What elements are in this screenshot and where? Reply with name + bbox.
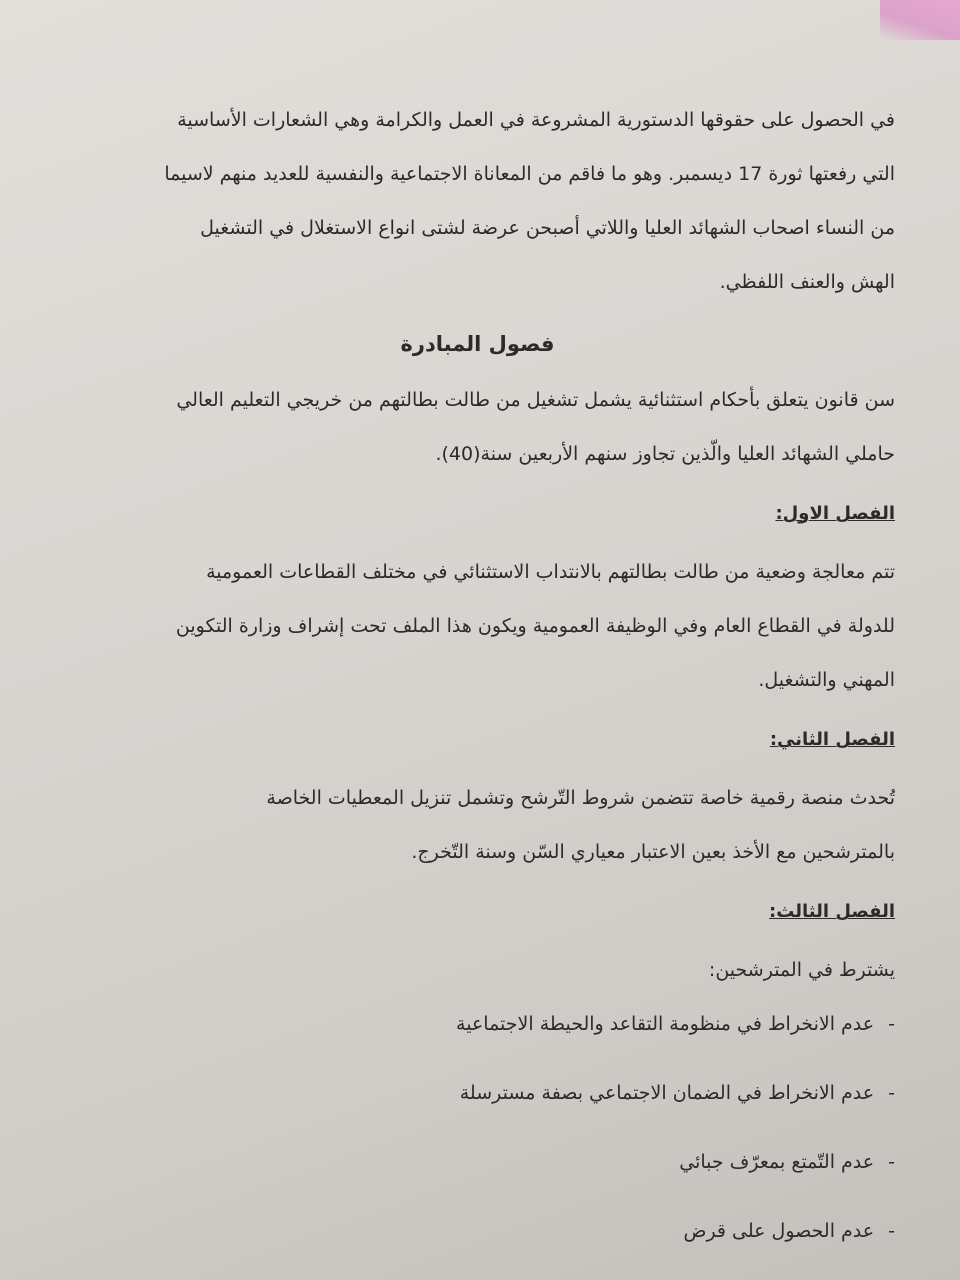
list-item	[100, 1073, 895, 1142]
conditions-list	[100, 1004, 895, 1280]
chapter-2-paragraph	[100, 778, 895, 886]
section-title: فصول المبادرة	[400, 332, 555, 356]
text-line: في الحصول على حقوقها الدستورية المشروعة في العمل والكرامة وهي الشعارات الأساسية	[177, 109, 895, 131]
document-body	[100, 96, 895, 1280]
chapter-2-heading: الفصل الثاني:	[769, 729, 895, 750]
text-line: المهني والتشغيل.	[758, 669, 895, 691]
text-line: حاملي الشهائد العليا والّذين تجاوز سنهم الأربعين سنة(40).	[435, 443, 895, 465]
bullet-marker: -	[888, 1220, 895, 1242]
bullet-marker: -	[888, 1082, 895, 1104]
list-item-text: عدم الحصول على قرض	[683, 1220, 875, 1242]
text-line: تتم معالجة وضعية من طالت بطالتهم بالانتداب الاستثنائي في مختلف القطاعات العمومية	[206, 561, 895, 583]
chapter-1-paragraph	[100, 552, 895, 714]
preamble-paragraph	[100, 380, 895, 488]
intro-paragraph	[100, 96, 895, 312]
chapter-1-heading: الفصل الاول:	[775, 503, 895, 524]
list-item-text: عدم الانخراط في منظومة التقاعد والحيطة الاجتماعية	[456, 1013, 875, 1035]
text-line: الهش والعنف اللفظي.	[719, 271, 895, 293]
chapter-3-intro	[100, 950, 895, 1004]
text-line: للدولة في القطاع العام وفي الوظيفة العمومية ويكون هذا الملف تحت إشراف وزارة التكوين	[175, 615, 895, 637]
text-line: تُحدث منصة رقمية خاصة تتضمن شروط التّرشح وتشمل تنزيل المعطيات الخاصة	[266, 787, 895, 809]
list-item-text: عدم التّمتع بمعرّف جبائي	[679, 1151, 875, 1173]
text-line: يشترط في المترشحين:	[708, 959, 895, 981]
bullet-marker: -	[888, 1013, 895, 1035]
list-item	[100, 1211, 895, 1280]
text-line: بالمترشحين مع الأخذ بعين الاعتبار معياري السّن وسنة التّخرج.	[411, 841, 895, 863]
text-line: سن قانون يتعلق بأحكام استثنائية يشمل تشغيل من طالت بطالتهم من خريجي التعليم العالي	[176, 389, 895, 411]
bullet-marker: -	[888, 1151, 895, 1173]
list-item-text: عدم الانخراط في الضمان الاجتماعي بصفة مسترسلة	[459, 1082, 875, 1104]
text-line: من النساء اصحاب الشهائد العليا واللاتي أصبحن عرضة لشتى انواع الاستغلال في التشغيل	[200, 217, 895, 239]
list-item	[100, 1142, 895, 1211]
text-line: التي رفعتها ثورة 17 ديسمبر. وهو ما فاقم من المعاناة الاجتماعية والنفسية للعديد منهم لاسيما	[164, 163, 895, 185]
chapter-3-heading: الفصل الثالث:	[769, 901, 895, 922]
pink-folder-edge	[880, 0, 960, 40]
list-item	[100, 1004, 895, 1073]
